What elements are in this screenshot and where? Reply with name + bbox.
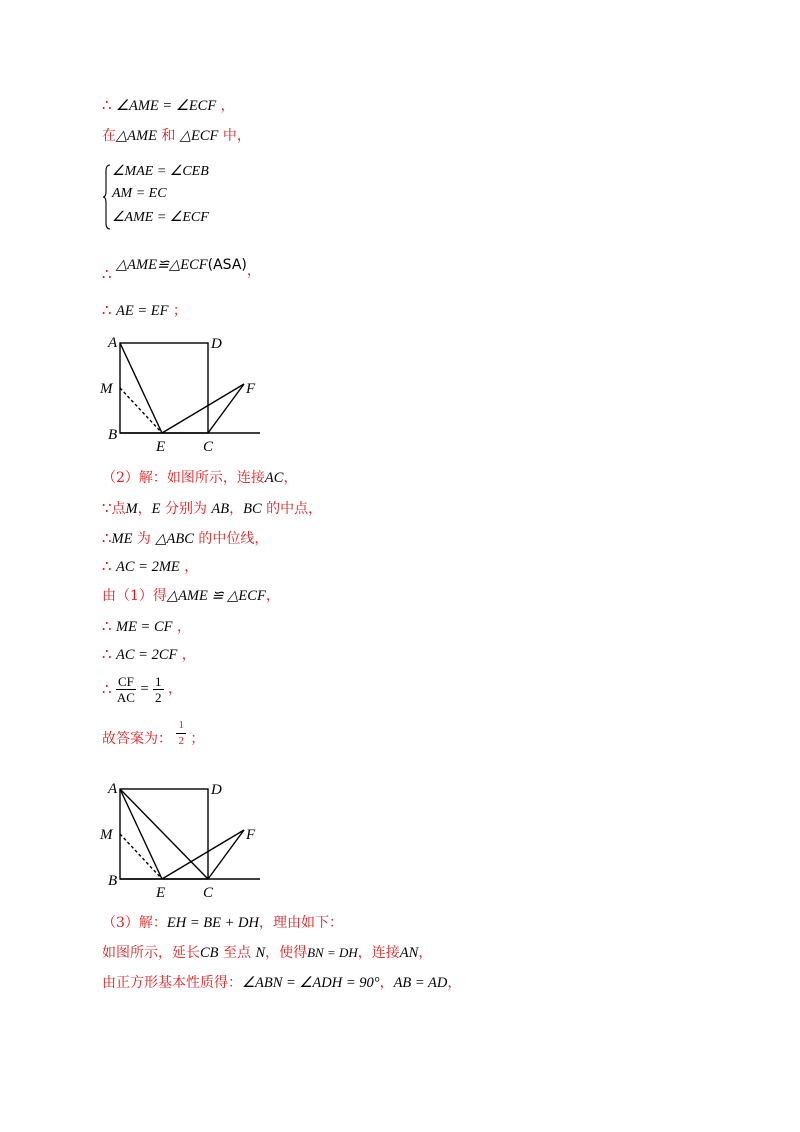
label-f: F — [246, 381, 256, 397]
punctuation: ； — [172, 303, 187, 319]
math-expression: M — [125, 501, 138, 517]
line-4 — [102, 301, 187, 320]
system-line-2: AM = EC — [112, 186, 167, 201]
math-expression: AC = 2ME — [116, 559, 180, 575]
equals-sign: = — [140, 681, 149, 697]
text-segment: 分别为 — [160, 501, 212, 517]
math-expression: AC — [264, 470, 284, 486]
math-expression: AB — [211, 501, 230, 517]
label-m: M — [100, 827, 113, 843]
label-b: B — [108, 873, 118, 889]
label-a: A — [108, 335, 118, 351]
math-expression: N — [255, 945, 266, 961]
math-expression: BN = DH — [307, 945, 358, 960]
math-expression: △ECF — [179, 128, 219, 144]
punctuation: ， — [167, 681, 182, 697]
label-a: A — [108, 781, 118, 797]
fraction-cf-ac — [116, 674, 136, 705]
line-11 — [102, 645, 196, 664]
label-e: E — [156, 439, 166, 455]
line-14 — [102, 914, 343, 932]
text-segment: 至点 — [218, 945, 256, 961]
denominator: AC — [116, 689, 135, 705]
punctuation: ， — [418, 945, 433, 961]
line-16 — [102, 974, 461, 992]
therefore-symbol: ∴ — [102, 96, 112, 114]
fraction-answer — [176, 718, 186, 749]
math-expression: E — [151, 501, 161, 517]
text-segment: ，理由如下： — [258, 915, 343, 931]
punctuation: ， — [265, 588, 280, 604]
math-expression: AE = EF — [116, 303, 169, 319]
label-d: D — [211, 782, 222, 798]
line-15 — [102, 944, 432, 962]
text-segment: ，使得 — [265, 945, 308, 961]
text-segment: 如图所示，延长 — [102, 945, 200, 961]
label-c: C — [203, 439, 214, 455]
line-8 — [102, 557, 198, 576]
because-symbol: ∵ — [102, 499, 112, 517]
punctuation: ， — [176, 619, 191, 635]
math-expression: (ASA) — [207, 257, 247, 273]
numerator: 1 — [155, 673, 162, 689]
text-segment: （2）解：如图所示，连接 — [102, 470, 265, 486]
line-3 — [102, 255, 261, 283]
line-7 — [102, 529, 268, 548]
fraction-one-half — [153, 674, 164, 705]
punctuation: ， — [246, 263, 261, 279]
therefore-symbol: ∴ — [102, 617, 112, 635]
therefore-symbol: ∴ — [102, 529, 112, 547]
text-segment: 的中位线， — [193, 531, 269, 547]
punctuation: ， — [184, 559, 199, 575]
geometry-figure-2 — [96, 776, 276, 906]
math-expression: △AME≌△ECF — [116, 257, 208, 273]
equation-system — [102, 163, 242, 231]
text-segment: 点 — [111, 501, 126, 517]
label-f: F — [246, 827, 256, 843]
punctuation: ， — [181, 647, 196, 663]
punctuation: ， — [379, 975, 394, 991]
therefore-symbol: ∴ — [102, 265, 112, 283]
math-expression: △AME ≌ △ECF — [166, 588, 266, 604]
line-1 — [102, 96, 235, 115]
punctuation: ； — [190, 731, 205, 747]
math-expression: △ABC — [155, 531, 194, 547]
text-segment: （3）解： — [102, 915, 167, 931]
therefore-symbol: ∴ — [102, 301, 112, 319]
left-brace-icon — [102, 163, 112, 231]
denominator: 2 — [155, 689, 162, 705]
text-segment: 的中点， — [261, 501, 323, 517]
text-segment: 由正方形基本性质得： — [102, 975, 242, 991]
line-10 — [102, 617, 191, 636]
punctuation: ， — [220, 98, 235, 114]
system-line-1: ∠MAE = ∠CEB — [112, 164, 209, 179]
numerator: CF — [118, 673, 134, 689]
punctuation: ， — [229, 501, 244, 517]
label-e: E — [156, 885, 166, 901]
math-expression: ∠ABN = ∠ADH = 90° — [242, 975, 380, 991]
label-d: D — [211, 336, 222, 352]
text-segment: 和 — [156, 128, 180, 144]
line-6 — [102, 499, 322, 518]
math-expression: ME = CF — [116, 619, 173, 635]
math-expression: AN — [399, 945, 419, 961]
line-13 — [102, 718, 205, 756]
therefore-symbol: ∴ — [102, 680, 112, 698]
line-5 — [102, 469, 297, 487]
line-9 — [102, 587, 280, 605]
punctuation: ， — [137, 501, 152, 517]
math-expression: CB — [200, 945, 219, 961]
line-12 — [102, 672, 182, 706]
geometry-figure-1 — [96, 330, 276, 460]
text-segment: 为 — [132, 531, 156, 547]
text-segment: 在 — [102, 128, 116, 144]
line-2 — [102, 127, 251, 145]
label-c: C — [203, 885, 214, 901]
math-expression: △AME — [116, 128, 157, 144]
math-expression: ME — [111, 531, 133, 547]
text-segment: 故答案为： — [102, 731, 172, 747]
math-expression: BC — [243, 501, 262, 517]
math-expression: AB = AD — [393, 975, 448, 991]
therefore-symbol: ∴ — [102, 557, 112, 575]
therefore-symbol: ∴ — [102, 645, 112, 663]
math-expression: AC = 2CF — [116, 647, 178, 663]
text-segment: 由（1）得 — [102, 588, 167, 604]
math-expression: EH = BE + DH — [166, 915, 259, 931]
system-line-3: ∠AME = ∠ECF — [112, 210, 209, 225]
label-m: M — [100, 381, 113, 397]
punctuation: ， — [283, 470, 298, 486]
text-segment: 中， — [218, 128, 251, 144]
math-expression: ∠AME = ∠ECF — [116, 98, 217, 114]
text-segment: ，连接 — [357, 945, 400, 961]
numerator: 1 — [176, 718, 186, 734]
denominator: 2 — [178, 734, 184, 747]
punctuation: ， — [447, 975, 462, 991]
label-b: B — [108, 427, 118, 443]
